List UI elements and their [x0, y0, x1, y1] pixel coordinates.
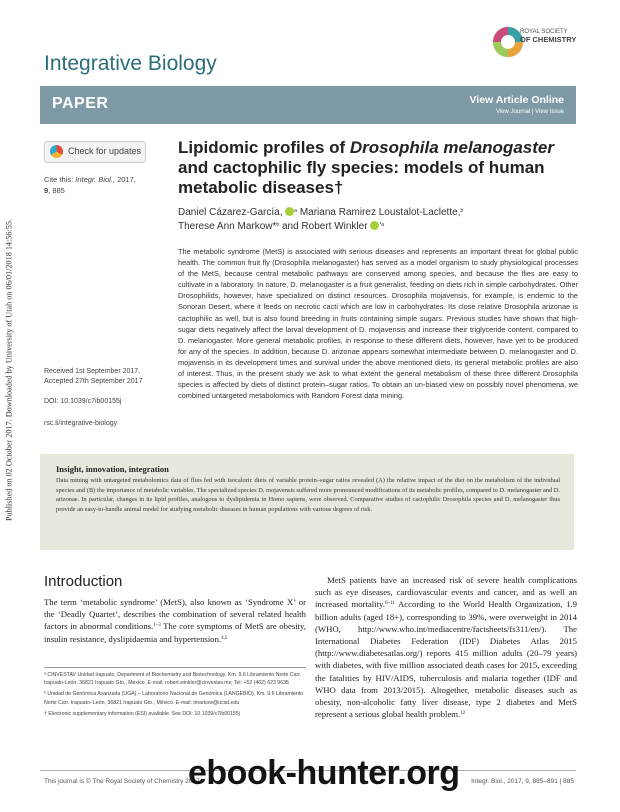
ref[interactable]: 4,5 — [221, 635, 228, 641]
author-affil: b — [460, 208, 464, 214]
ref[interactable]: 6–11 — [384, 601, 395, 607]
cite-volume: 9 — [44, 186, 49, 195]
affiliation-a: ᵃ CINVESTAV Unidad Irapuato, Department of Biochemistry and Biotechnology, Km. 9.6 Libramiento Norte Carr. Irapuato-León, 36821 Irapuato Gto., Mexico. E-mail: robert.winkler@cinvestav.mx; Tel: +52 (462) 623 9635 — [44, 672, 302, 687]
author-affil: *a — [379, 222, 385, 228]
footer-page-info: Integr. Biol., 2017, 9, 885–891 | 885 — [471, 778, 574, 785]
affiliation-b: ᵇ Unidad de Genómica Avanzada (UGA) – Laboratorio Nacional de Genómica (LANGEBIO), Km. 9.6 Libramiento Norte Carr. Irapuato- León, 36821 Irapuato Gto., México. E-mail: tmarkow@ucsd.edu — [44, 691, 304, 706]
view-article-online-link[interactable]: View Article Online — [469, 94, 564, 106]
download-stamp — [3, 80, 15, 660]
title-part1: Lipidomic profiles of — [178, 138, 350, 157]
paper-label: PAPER — [52, 95, 109, 112]
orcid-icon[interactable] — [370, 221, 379, 230]
ref[interactable]: 1–3 — [153, 623, 161, 629]
author-name: Therese Ann Markow* — [178, 221, 277, 232]
cite-journal: Integr. Biol., — [75, 175, 116, 184]
author-affil: b — [276, 222, 280, 228]
esi-note: † Electronic supplementary information (ESI) available. See DOI: 10.1039/c7ib00155j — [44, 710, 240, 717]
paper-banner — [40, 86, 576, 124]
insight-text: Data mining with untargeted metabolomics data of flies fed with isocaloric diets of variable protein–sugar ratios revealed (A) the relative impact of the diet on the metabolism of the individual species and (B) the importance of metabolic variables. The specialized species D. mojavensis suffered more pronounced modifications of its metabolic profiles, compared to D. melanogaster and D. arizonae. In particular, changes in its lipid profiles, analogous to dyslipidemia in Homo sapiens, were observed. Comparative studies of cactophilic Drosophila species and D. melanogaster thus provide an easy-to-handle animal model for studying metabolic diseases in human populations with various degrees of risk. — [56, 477, 560, 514]
footnote-divider — [44, 667, 306, 668]
journal-link[interactable]: rsc.li/integrative-biology — [44, 420, 118, 427]
author-affil: a — [294, 208, 298, 214]
doi[interactable]: DOI: 10.1039/c7ib00155j — [44, 398, 122, 405]
check-updates-icon — [50, 145, 63, 158]
title-italic: Drosophila melanogaster — [349, 138, 554, 157]
abstract: The metabolic syndrome (MetS) is associated with serious diseases and represents an important threat for global public health. The common fruit fly (Drosophila melanogaster) has served as a model organism to study physiological processes of the MetS, because central metabolic pathways are conserved among species, and because the flies are easy to cultivate in a laboratory. In nature, D. melanogaster is a fruit generalist, feeding on diets rich in simple carbohydrates. Other Drosophilids, however, have specialized on distinct resources. Drosophila mojavensis, for example, is endemic to the Sonoran Desert, where it feeds on necrotic cacti which are low in carbohydrates. Its close relative Drosophila arizonae is cactophilic as well, but is also found breeding in fruits containing simple sugars. Previous studies have shown that high-sugar diets negatively affect the larval development of D. mojavensis and increase their triglyceride content, compared to D. melanogaster. More general metabolic profiles, in response to these different diets, however, have yet to be produced for any of the species. In addition, because D. arizonae appears somewhat intermediate between D. melanogaster and D. mojavensis in its development times and survival under the above mentioned diets, its general metabolic profiles are also of interest. Thus, in the present study we ask to what extent the general metabolism of these three different Drosophila species is affected by diets of distinct protein–sugar ratios. To obtain an un-biased view on possibly novel phenomena, we combined untargeted metabolomics with Random Forest data mining. — [178, 247, 578, 401]
author-name: and Robert Winkler — [279, 221, 368, 232]
footer-copyright: This journal is © The Royal Society of Chemistry 2017 — [44, 778, 200, 785]
intro-text: The core symptoms of MetS are obesity, insulin resistance, dyslipidaemia and hypertension. — [44, 621, 306, 644]
ref[interactable]: 12 — [460, 711, 466, 717]
article-title — [178, 138, 588, 198]
check-updates-label: Check for updates — [68, 146, 142, 156]
watermark-text: ebook-hunter.org — [188, 754, 460, 792]
insight-box — [40, 454, 574, 550]
body-text: According to the World Health Organization, 1.9 billion adults (aged 18+), corresponding to 39%, were overweight in 2014 (WHO, http://www.who.int/mediacentre/factsheets/fs311/en/). The International Diabetes Federation (IDF) Diabetes Atlas 2015 (http://www.diabetesatlas.org/) reports 415 million adults (20–79 years) with diabetes, with five million associated death cases for 2015, exceeding the fatalities by HIV/AIDS, tuberculosis and malaria together (IDF and WHO data from 2013/2015). Altogether, metabolic diseases such as obesity, non-alcoholic fatty liver disease, type 2 diabetes and MetS represent a serious global health problem. — [315, 599, 577, 720]
rsc-logo-icon — [492, 18, 570, 70]
orcid-icon[interactable] — [285, 207, 294, 216]
accepted-date: Accepted 27th September 2017 — [44, 378, 143, 385]
author-name: Mariana Ramirez Loustalot-Laclette, — [297, 207, 461, 218]
rsc-logo-line2: OF CHEMISTRY — [520, 35, 577, 44]
author-name: Daniel Cázarez-García, — [178, 207, 283, 218]
author-list — [178, 206, 588, 234]
cite-pages: , 885 — [48, 186, 65, 195]
intro-paragraph — [44, 596, 306, 645]
journal-title[interactable]: Integrative Biology — [44, 52, 217, 75]
right-column-paragraph — [315, 574, 577, 720]
title-part2: and cactophilic fly species: models of human metabolic diseases† — [178, 158, 545, 197]
rsc-logo-line1: ROYAL SOCIETY — [520, 29, 568, 35]
check-for-updates-button[interactable] — [44, 141, 146, 163]
view-journal-issue-links[interactable]: View Journal | View Issue — [495, 109, 564, 115]
received-dates — [44, 367, 142, 387]
received-date: Received 1st September 2017, — [44, 368, 141, 375]
cite-prefix: Cite this: — [44, 175, 76, 184]
download-stamp-text: Published on 02 October 2017. Downloaded by University of Utah on 06/01/2018 14:56:55. — [4, 219, 14, 521]
section-heading-introduction: Introduction — [44, 573, 123, 590]
citation — [44, 174, 136, 196]
cite-year: 2017, — [115, 175, 136, 184]
intro-text: The term ‘metabolic syndrome’ (MetS), also known as ‘Syndrome X’ or the ‘Deadly Quartet’, describes the combination of several related health factors in abnormal conditions. — [44, 597, 306, 632]
affiliations — [44, 671, 306, 721]
rsc-logo-text — [520, 28, 576, 44]
body-text: MetS patients have an increased risk of severe health complications such as eye diseases, cardiovascular events and cancer, and as well an increased mortality. — [315, 575, 577, 610]
insight-heading: Insight, innovation, integration — [56, 464, 169, 474]
